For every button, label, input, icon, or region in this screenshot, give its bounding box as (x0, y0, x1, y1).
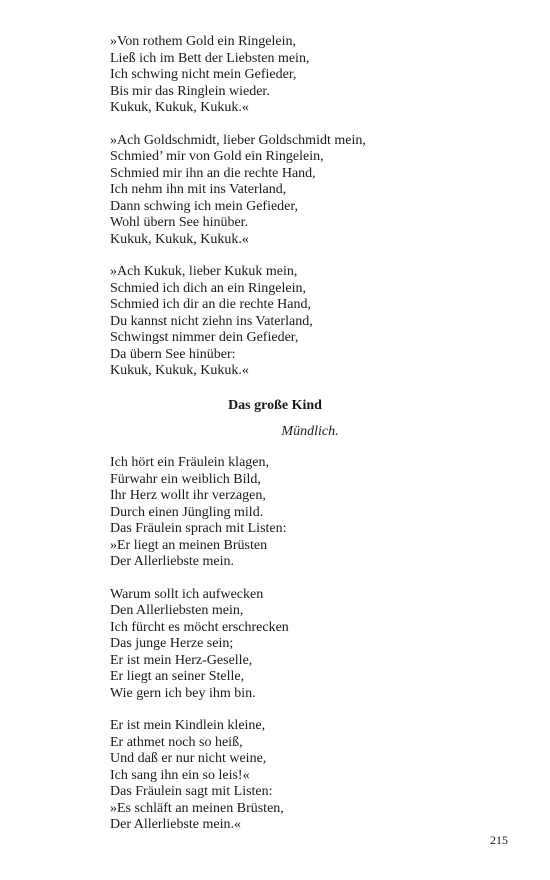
verse-line: Bis mir das Ringlein wieder. (110, 83, 270, 99)
stanza (110, 718, 440, 834)
verse-line: Das junge Herze sein; (110, 636, 234, 651)
poem-continuation (110, 34, 440, 396)
verse-line: Wohl übern See hinüber. (110, 215, 249, 230)
verse-line: Ich fürcht es möcht erschrecken (110, 619, 289, 635)
verse-line: Das Fräulein sagt mit Listen: (110, 784, 273, 799)
verse-line: »Von rothem Gold ein Ringelein, (110, 34, 296, 49)
verse-line: »Ach Goldschmidt, lieber Goldschmidt mein, (110, 132, 366, 148)
verse-line: Warum sollt ich aufwecken (110, 586, 264, 602)
verse-line: Wie gern ich bey ihm bin. (110, 685, 256, 701)
verse-line: »Er liegt an meinen Brüsten (110, 537, 268, 553)
verse-line: »Ach Kukuk, lieber Kukuk mein, (110, 264, 298, 279)
verse-line: Er ist mein Herz-Geselle, (110, 652, 253, 668)
stanza (110, 587, 440, 703)
verse-line: Kukuk, Kukuk, Kukuk.« (110, 231, 249, 247)
stanza (110, 34, 440, 117)
verse-line: Schmied’ mir von Gold ein Ringelein, (110, 149, 324, 164)
verse-line: Den Allerliebsten mein, (110, 603, 244, 618)
verse-line: Schmied ich dir an die rechte Hand, (110, 297, 311, 312)
verse-line: Du kannst nicht ziehn ins Vaterland, (110, 313, 313, 329)
verse-line: Ihr Herz wollt ihr verzagen, (110, 488, 266, 503)
stanza (110, 264, 440, 380)
verse-line: Da übern See hinüber: (110, 346, 236, 362)
verse-line: Kukuk, Kukuk, Kukuk.« (110, 100, 249, 115)
verse-line: Ich nehm ihn mit ins Vaterland, (110, 182, 287, 197)
verse-line: Er liegt an seiner Stelle, (110, 669, 245, 684)
stanza (110, 133, 440, 249)
verse-line: Der Allerliebste mein. (110, 554, 235, 569)
verse-line: Ließ ich im Bett der Liebsten mein, (110, 50, 310, 66)
verse-line: Schmied ich dich an ein Ringelein, (110, 280, 306, 296)
verse-line: Er ist mein Kindlein kleine, (110, 718, 266, 733)
verse-line: Kukuk, Kukuk, Kukuk.« (110, 363, 249, 378)
verse-line: Fürwahr ein weiblich Bild, (110, 471, 261, 487)
verse-line: Dann schwing ich mein Gefieder, (110, 198, 298, 214)
verse-line: Und daß er nur nicht weine, (110, 751, 267, 766)
verse-line: Durch einen Jüngling mild. (110, 504, 264, 520)
verse-line: Ich sang ihn ein so leis!« (110, 767, 250, 783)
verse-line: »Es schläft an meinen Brüsten, (110, 800, 284, 816)
page-number: 215 (490, 833, 508, 847)
verse-line: Er athmet noch so heiß, (110, 734, 243, 750)
poem-title: Das große Kind (228, 398, 322, 413)
poem-subtitle: Mündlich. (281, 424, 339, 439)
verse-line: Schmied mir ihn an die rechte Hand, (110, 165, 316, 181)
verse-line: Schwingst nimmer dein Gefieder, (110, 330, 299, 345)
verse-line: Das Fräulein sprach mit Listen: (110, 521, 287, 536)
stanza (110, 455, 440, 571)
verse-line: Ich schwing nicht mein Gefieder, (110, 67, 297, 82)
verse-line: Der Allerliebste mein.« (110, 817, 242, 832)
verse-line: Ich hört ein Fräulein klagen, (110, 455, 270, 470)
poem-body (110, 455, 440, 850)
